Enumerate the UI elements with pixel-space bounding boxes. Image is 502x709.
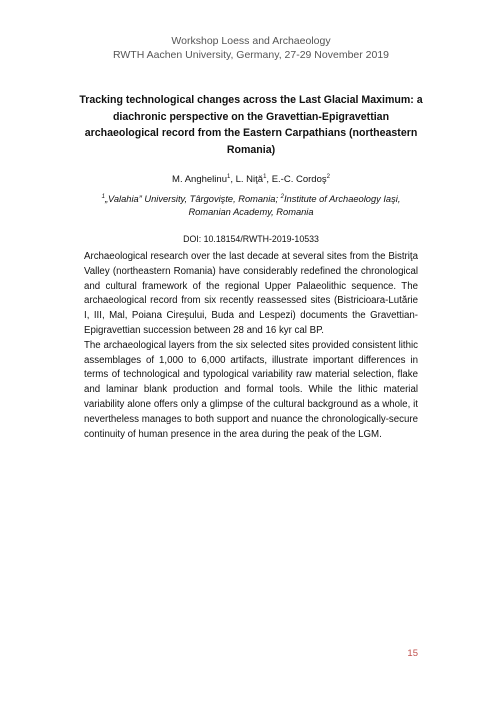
affiliation-2: Institute of Archaeology Iaşi, Romanian Academy, Romania — [188, 194, 401, 217]
affiliations — [98, 193, 404, 219]
affiliation-1: „Valahia” University, Târgovişte, Romania; — [104, 194, 281, 204]
header-venue-date: RWTH Aachen University, Germany, 27-29 November 2019 — [112, 49, 390, 61]
doi-line: DOI: 10.18154/RWTH-2019-10533 — [183, 234, 319, 244]
author-2-affil-mark: 1 — [263, 173, 267, 180]
author-1: M. Anghelinu — [172, 174, 227, 185]
running-header — [0, 34, 502, 62]
affiliation-2-mark: 2 — [280, 193, 284, 200]
author-1-affil-mark: 1 — [226, 173, 231, 180]
author-3: , E.-C. Cordoş — [266, 174, 327, 185]
paper-title: Tracking technological changes across the Last Glacial Maximum: a diachronic perspective on the Gravettian-Epigravettian archaeological record from the Eastern Carpathians (northeastern Romania) — [79, 94, 423, 156]
header-workshop-name: Workshop Loess and Archaeology — [171, 35, 331, 47]
affiliation-1-mark: 1 — [101, 193, 105, 200]
abstract-paragraph-2: The archaeological layers from the six selected sites provided consistent lithic assemblages of 1,000 to 6,000 artifacts, illustrate important differences in terms of technological and typological variability raw material selection, flake and laminar blank production and formal tools. While the lithic material variability alone offers only a glimpse of the cultural background as a whole, it nevertheless manages to both support and nuance the chronologically-secure continuity of human presence in the area during the peak of the LGM. — [84, 339, 418, 440]
abstract-paragraph-1: Archaeological research over the last decade at several sites from the Bistriţa Valley (northeastern Romania) have considerably redefined the chronological and cultural framework of the regional Upper Palaeolithic sequence. The archaeological record from six recently reassessed sites (Bistricioara-Lutărie I, III, Mal, Poiana Cireşului, Buda and Lespezi) documents the Gravettian-Epigravettian succession between 28 and 16 kyr cal BP. — [84, 251, 418, 336]
page-number: 15 — [407, 648, 418, 659]
author-2: , L. Niţă — [230, 174, 264, 185]
author-3-affil-mark: 2 — [326, 173, 330, 180]
author-list — [0, 174, 502, 186]
abstract-body — [84, 250, 418, 442]
